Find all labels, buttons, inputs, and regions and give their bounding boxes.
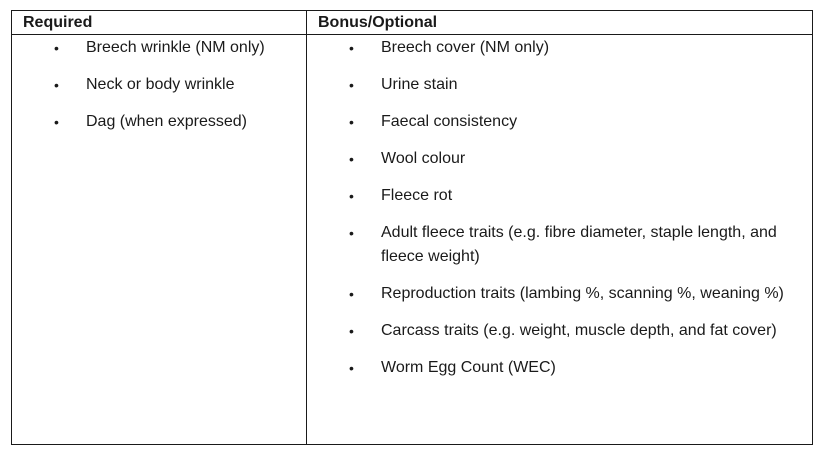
item-text: Dag (when expressed)	[86, 113, 247, 130]
list-item	[307, 36, 812, 60]
optional-cell	[307, 35, 813, 445]
item-text: Urine stain	[381, 76, 458, 93]
list-item	[307, 147, 812, 171]
item-text: Adult fleece traits (e.g. fibre diameter, staple length, and fleece weight)	[381, 224, 777, 265]
bullet-icon: •	[349, 114, 354, 130]
optional-list	[307, 35, 812, 380]
item-text: Neck or body wrinkle	[86, 76, 235, 93]
bullet-icon: •	[349, 40, 354, 56]
list-item	[307, 282, 812, 306]
list-item	[12, 73, 306, 97]
item-text: Breech wrinkle (NM only)	[86, 39, 265, 56]
list-item	[307, 184, 812, 208]
required-cell	[12, 35, 307, 445]
body-row	[12, 35, 813, 445]
item-text: Fleece rot	[381, 187, 453, 204]
bullet-icon: •	[349, 151, 354, 167]
item-text: Worm Egg Count (WEC)	[381, 359, 556, 376]
item-text: Carcass traits (e.g. weight, muscle depth, and fat cover)	[381, 322, 777, 339]
bullet-icon: •	[349, 323, 354, 339]
list-item	[12, 36, 306, 60]
bullet-icon: •	[349, 360, 354, 376]
traits-table	[11, 10, 813, 445]
item-text: Breech cover (NM only)	[381, 39, 550, 56]
bullet-icon: •	[349, 188, 354, 204]
bullet-icon: •	[349, 286, 354, 302]
item-text: Reproduction traits (lambing %, scanning %, weaning %)	[381, 285, 784, 302]
bullet-icon: •	[349, 77, 354, 93]
bullet-icon: •	[349, 225, 354, 241]
bullet-icon: •	[54, 114, 59, 130]
list-item	[307, 356, 812, 380]
bullet-icon: •	[54, 77, 59, 93]
required-list	[12, 35, 306, 134]
item-text: Faecal consistency	[381, 113, 518, 130]
optional-header: Bonus/Optional	[307, 11, 813, 35]
list-item	[307, 73, 812, 97]
header-row	[12, 11, 813, 35]
list-item	[307, 110, 812, 134]
list-item	[307, 221, 812, 269]
list-item	[12, 110, 306, 134]
bullet-icon: •	[54, 40, 59, 56]
list-item	[307, 319, 812, 343]
required-header: Required	[12, 11, 307, 35]
item-text: Wool colour	[381, 150, 466, 167]
